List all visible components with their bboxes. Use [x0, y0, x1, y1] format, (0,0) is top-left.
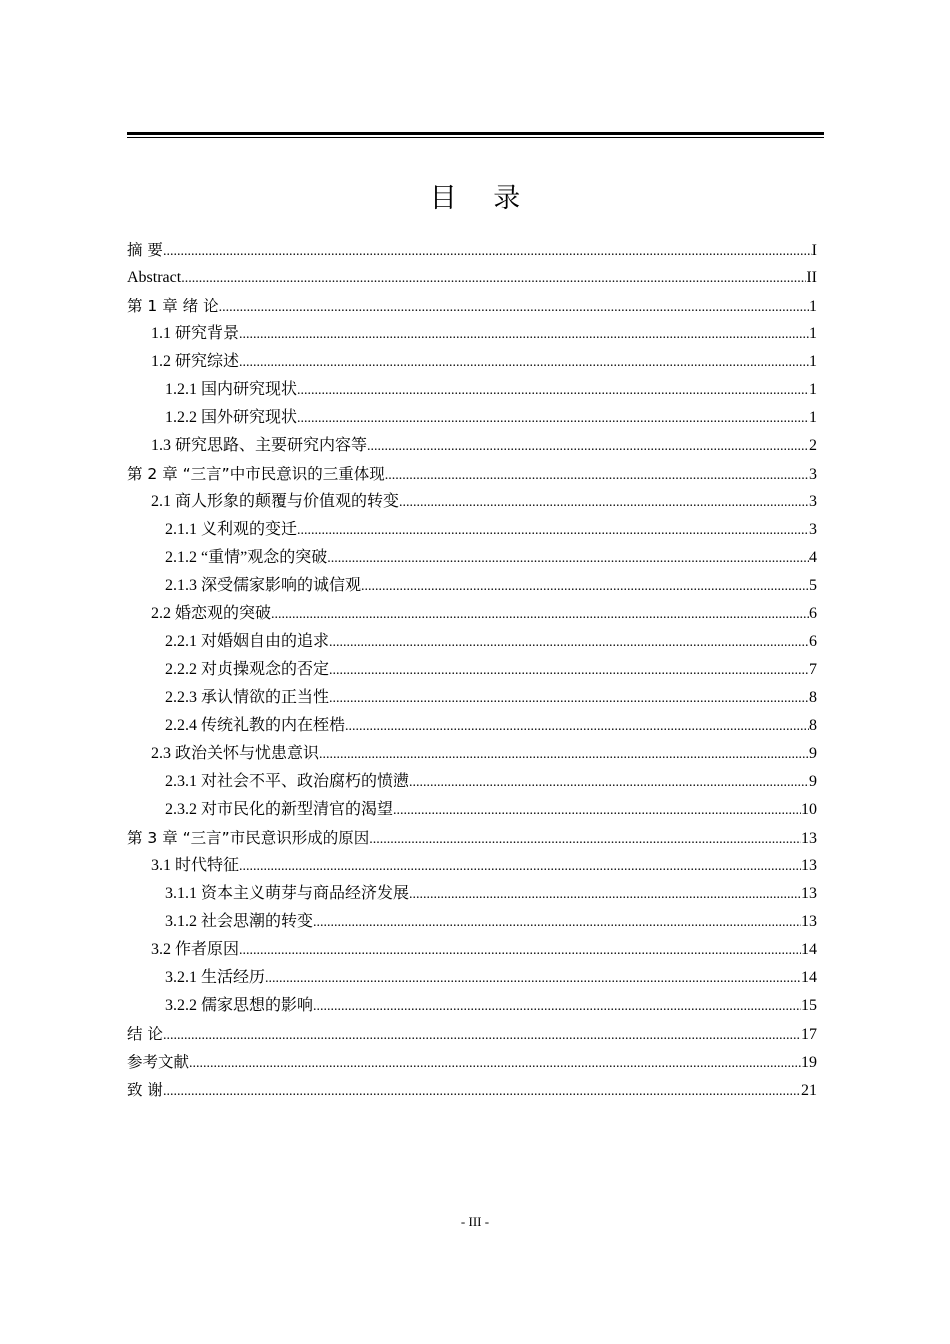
toc-entry-title: 3.2 作者原因 — [151, 941, 240, 958]
toc-entry[interactable] — [127, 600, 817, 628]
toc-entry-page: 3 — [809, 521, 817, 538]
toc-entry-page: 8 — [809, 717, 817, 734]
toc-entry-page: 3 — [809, 493, 817, 510]
toc-entry-page: 13 — [801, 857, 817, 874]
toc-entry-title: 2.2.3 承认情欲的正当性 — [165, 689, 330, 706]
toc-entry-page: 10 — [801, 801, 817, 818]
toc-entry-title: 2.1 商人形象的颠覆与价值观的转变 — [151, 493, 400, 510]
toc-entry-page: 21 — [801, 1082, 817, 1099]
toc-entry-page: 9 — [809, 745, 817, 762]
toc-entry-page: 6 — [809, 605, 817, 622]
toc-entry-title: 1.2.1 国内研究现状 — [165, 381, 298, 398]
toc-entry-title: 3.2.2 儒家思想的影响 — [165, 997, 314, 1014]
toc-entry-title: 2.1.3 深受儒家影响的诚信观 — [165, 577, 362, 594]
toc-entry[interactable] — [127, 572, 817, 600]
toc-entry-title: 3.1.2 社会思潮的转变 — [165, 913, 314, 930]
toc-entry-page: I — [811, 242, 817, 259]
toc-entry[interactable] — [127, 656, 817, 684]
toc-entry[interactable] — [127, 264, 817, 292]
page-title: 目 录 — [429, 183, 535, 214]
toc-dot-leader — [181, 265, 806, 293]
toc-entry-title: 1.1 研究背景 — [151, 325, 240, 342]
toc-dot-leader — [313, 909, 801, 937]
toc-entry-page: 2 — [809, 437, 817, 454]
toc-dot-leader — [163, 1022, 801, 1050]
toc-dot-leader — [393, 797, 801, 825]
toc-dot-leader — [297, 377, 809, 405]
toc-entry-title: 2.1.2 “重情”观念的突破 — [165, 549, 328, 566]
header-rule-thin — [127, 137, 824, 138]
toc-dot-leader — [297, 405, 809, 433]
toc-entry[interactable] — [127, 824, 817, 852]
toc-entry[interactable] — [127, 880, 817, 908]
toc-entry-title: 第 3 章 “三言”市民意识形成的原因 — [127, 829, 370, 847]
toc-entry[interactable] — [127, 740, 817, 768]
toc-entry[interactable] — [127, 964, 817, 992]
toc-entry-title: 参考文献 — [127, 1053, 190, 1071]
toc-entry-page: II — [806, 269, 817, 286]
toc-entry-page: 5 — [809, 577, 817, 594]
toc-entry[interactable] — [127, 796, 817, 824]
toc-entry-title: 1.2 研究综述 — [151, 353, 240, 370]
toc-dot-leader — [297, 517, 809, 545]
toc-entry-page: 15 — [801, 997, 817, 1014]
toc-dot-leader — [327, 545, 809, 573]
toc-entry[interactable] — [127, 908, 817, 936]
toc-entry[interactable] — [127, 1076, 817, 1104]
toc-entry-page: 8 — [809, 689, 817, 706]
toc-entry-title: 2.2 婚恋观的突破 — [151, 605, 272, 622]
toc-dot-leader — [409, 769, 809, 797]
toc-entry[interactable] — [127, 292, 817, 320]
page-number-footer: - III - — [460, 1214, 490, 1229]
toc-entry-title: 2.3 政治关怀与忧患意识 — [151, 745, 320, 762]
toc-dot-leader — [319, 741, 809, 769]
toc-entry-title: 3.2.1 生活经历 — [165, 969, 266, 986]
toc-entry-page: 3 — [809, 466, 817, 483]
toc-entry-title: 第 1 章 绪 论 — [127, 297, 219, 315]
toc-dot-leader — [385, 462, 809, 490]
toc-entry[interactable] — [127, 936, 817, 964]
toc-dot-leader — [399, 489, 809, 517]
toc-entry-title: 1.3 研究思路、主要研究内容等 — [151, 437, 368, 454]
toc-entry-title: 2.2.4 传统礼教的内在桎梏 — [165, 717, 346, 734]
toc-dot-leader — [329, 657, 809, 685]
toc-entry-page: 1 — [809, 409, 817, 426]
toc-entry-title: 摘 要 — [127, 241, 163, 259]
toc-dot-leader — [163, 238, 812, 266]
toc-dot-leader — [369, 826, 801, 854]
toc-entry-page: 14 — [801, 969, 817, 986]
toc-entry[interactable] — [127, 544, 817, 572]
table-of-contents — [127, 236, 817, 1104]
toc-entry-title: 2.2.1 对婚姻自由的追求 — [165, 633, 330, 650]
toc-entry-page: 1 — [809, 298, 817, 315]
toc-entry[interactable] — [127, 348, 817, 376]
toc-entry-page: 6 — [809, 633, 817, 650]
header-rule-thick — [127, 132, 824, 135]
toc-entry-title: 2.3.2 对市民化的新型清官的渴望 — [165, 801, 394, 818]
toc-dot-leader — [329, 685, 809, 713]
toc-entry[interactable] — [127, 1048, 817, 1076]
toc-entry-page: 1 — [809, 381, 817, 398]
toc-dot-leader — [271, 601, 809, 629]
toc-entry-page: 1 — [809, 353, 817, 370]
toc-entry-page: 17 — [801, 1026, 817, 1043]
toc-entry-title: 第 2 章 “三言”中市民意识的三重体现 — [127, 465, 385, 483]
toc-entry-page: 9 — [809, 773, 817, 790]
toc-entry-title: 致 谢 — [127, 1081, 163, 1099]
toc-entry-title: 结 论 — [127, 1025, 163, 1043]
toc-entry[interactable] — [127, 768, 817, 796]
toc-entry[interactable] — [127, 432, 817, 460]
toc-entry-title: 1.2.2 国外研究现状 — [165, 409, 298, 426]
toc-entry[interactable] — [127, 1020, 817, 1048]
toc-dot-leader — [345, 713, 809, 741]
toc-entry[interactable] — [127, 516, 817, 544]
toc-entry-title: 2.3.1 对社会不平、政治腐朽的愤懑 — [165, 773, 410, 790]
toc-dot-leader — [361, 573, 809, 601]
toc-entry[interactable] — [127, 236, 817, 264]
toc-dot-leader — [239, 349, 809, 377]
toc-entry[interactable] — [127, 460, 817, 488]
toc-entry-page: 1 — [809, 325, 817, 342]
toc-dot-leader — [163, 1078, 801, 1106]
toc-entry-title: 3.1.1 资本主义萌芽与商品经济发展 — [165, 885, 410, 902]
toc-dot-leader — [239, 853, 801, 881]
toc-entry[interactable] — [127, 992, 817, 1020]
toc-entry-title: 2.2.2 对贞操观念的否定 — [165, 661, 330, 678]
toc-dot-leader — [329, 629, 809, 657]
toc-entry[interactable] — [127, 628, 817, 656]
toc-dot-leader — [265, 965, 801, 993]
toc-entry-title: 3.1 时代特征 — [151, 857, 240, 874]
toc-dot-leader — [239, 937, 801, 965]
toc-entry-page: 7 — [809, 661, 817, 678]
toc-dot-leader — [189, 1050, 801, 1078]
toc-entry-page: 19 — [801, 1054, 817, 1071]
toc-entry[interactable] — [127, 712, 817, 740]
toc-entry-title: 2.1.1 义利观的变迁 — [165, 521, 298, 538]
toc-entry[interactable] — [127, 684, 817, 712]
toc-dot-leader — [239, 321, 809, 349]
toc-entry-page: 13 — [801, 913, 817, 930]
toc-entry[interactable] — [127, 404, 817, 432]
toc-entry-page: 13 — [801, 830, 817, 847]
toc-entry-page: 14 — [801, 941, 817, 958]
toc-entry[interactable] — [127, 852, 817, 880]
toc-dot-leader — [219, 294, 809, 322]
toc-entry[interactable] — [127, 488, 817, 516]
toc-entry-page: 4 — [809, 549, 817, 566]
toc-entry-page: 13 — [801, 885, 817, 902]
toc-entry-title: Abstract — [127, 269, 182, 286]
toc-dot-leader — [409, 881, 801, 909]
toc-entry[interactable] — [127, 320, 817, 348]
toc-dot-leader — [367, 433, 809, 461]
toc-dot-leader — [313, 993, 801, 1021]
toc-entry[interactable] — [127, 376, 817, 404]
